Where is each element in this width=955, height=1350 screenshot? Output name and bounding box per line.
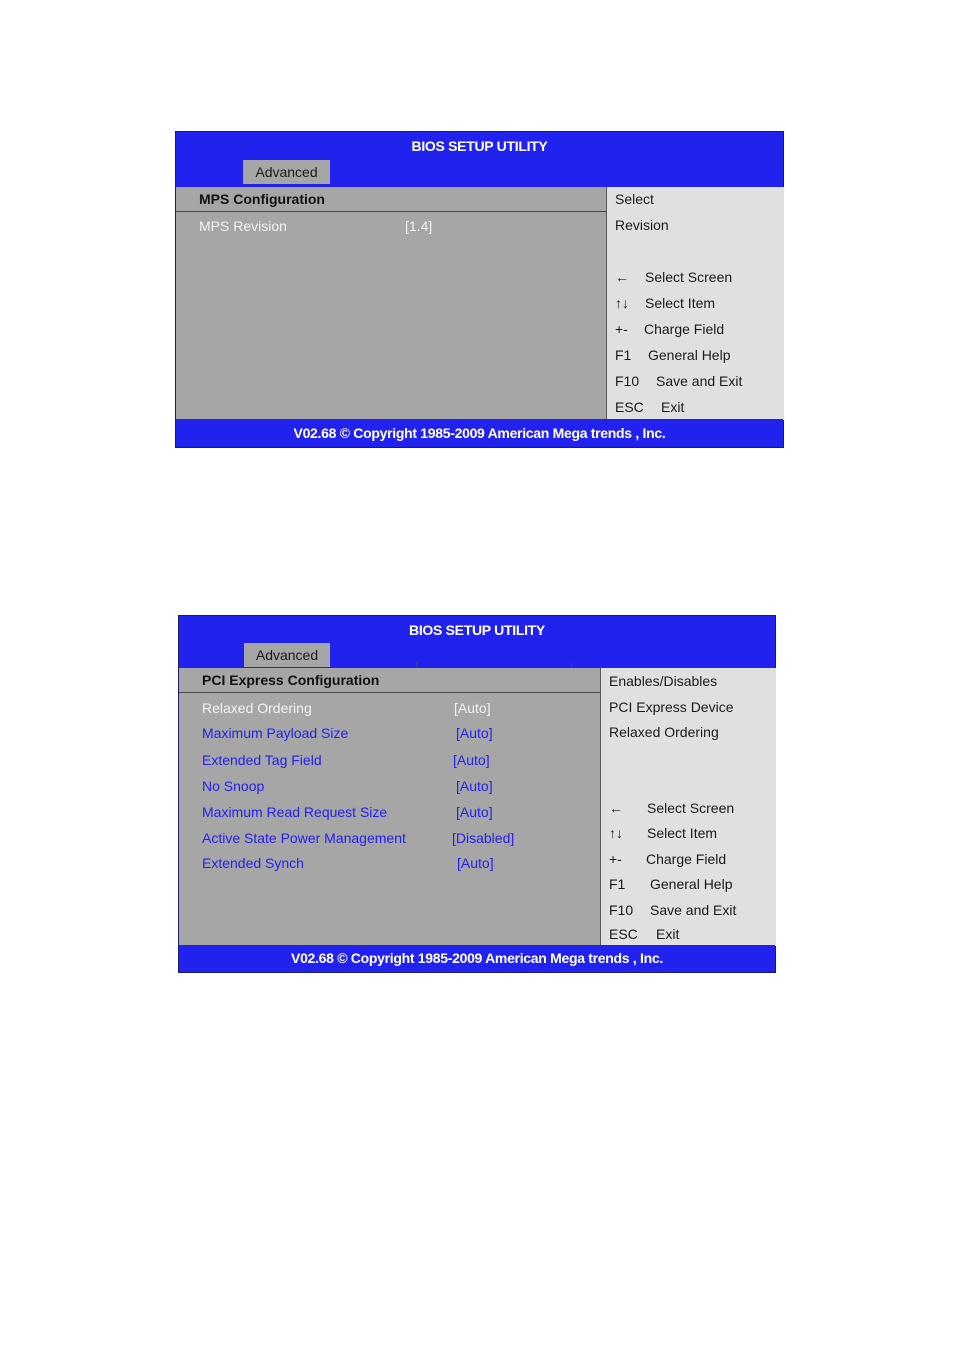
key-select-item-desc: Select Item — [645, 295, 716, 311]
key-select-item-desc: Select Item — [647, 825, 718, 841]
key-select-screen: ← — [609, 800, 623, 816]
setting-value-extended-synch[interactable]: [Auto] — [457, 855, 494, 871]
bios-title: BIOS SETUP UTILITY — [411, 138, 548, 154]
setting-value-maximum-read-request-size[interactable]: [Auto] — [456, 804, 493, 820]
setting-label-maximum-read-request-size[interactable]: Maximum Read Request Size — [202, 804, 388, 820]
copyright-footer: V02.68 © Copyright 1985-2009 American Mega trends , Inc. — [176, 419, 783, 447]
key-f10: F10 — [615, 373, 640, 389]
section-title: PCI Express Configuration — [179, 668, 600, 693]
setting-label-no-snoop[interactable]: No Snoop — [202, 778, 265, 794]
help-text-line: Relaxed Ordering — [609, 724, 719, 740]
key-esc-desc: Exit — [661, 399, 685, 415]
setting-label-active-state-power-management[interactable]: Active State Power Management — [202, 830, 406, 846]
key-change-field: +- — [615, 321, 628, 337]
key-esc: ESC — [609, 926, 638, 942]
key-f10-desc: Save and Exit — [656, 373, 743, 389]
setting-value-extended-tag-field[interactable]: [Auto] — [453, 752, 490, 768]
setting-value-maximum-payload-size[interactable]: [Auto] — [456, 725, 493, 741]
setting-label-mps-revision[interactable]: MPS Revision — [199, 218, 287, 234]
key-select-screen-desc: Select Screen — [645, 269, 733, 285]
key-select-item: ↑↓ — [615, 295, 629, 311]
help-text-line: Select — [615, 191, 654, 207]
key-f1-desc: General Help — [650, 876, 733, 892]
key-change-field-desc: Charge Field — [644, 321, 725, 337]
help-text-line: PCI Express Device — [609, 699, 734, 715]
setting-value-mps-revision[interactable]: [1.4] — [405, 218, 433, 234]
bios-title: BIOS SETUP UTILITY — [409, 622, 545, 638]
key-f10-desc: Save and Exit — [650, 902, 737, 918]
key-f1: F1 — [615, 347, 632, 363]
setting-label-relaxed-ordering[interactable]: Relaxed Ordering — [202, 700, 312, 716]
title-bar — [179, 616, 775, 668]
setting-label-extended-synch[interactable]: Extended Synch — [202, 855, 304, 871]
copyright-footer: V02.68 © Copyright 1985-2009 American Mega trends , Inc. — [179, 945, 775, 972]
help-text-line: Revision — [615, 217, 669, 233]
key-esc-desc: Exit — [656, 926, 680, 942]
setting-label-extended-tag-field[interactable]: Extended Tag Field — [202, 752, 322, 768]
bios-screen-pci-express — [178, 615, 776, 973]
tab-advanced[interactable]: Advanced — [244, 643, 330, 667]
key-select-screen-desc: Select Screen — [647, 800, 735, 816]
bios-screen-mps — [175, 131, 784, 448]
key-esc: ESC — [615, 399, 644, 415]
setting-value-active-state-power-management[interactable]: [Disabled] — [452, 830, 515, 846]
key-select-item: ↑↓ — [609, 825, 623, 841]
setting-value-no-snoop[interactable]: [Auto] — [456, 778, 493, 794]
key-change-field-desc: Charge Field — [646, 851, 727, 867]
key-f10: F10 — [609, 902, 634, 918]
title-bar — [176, 132, 783, 187]
key-f1: F1 — [609, 876, 626, 892]
section-title: MPS Configuration — [176, 187, 606, 212]
tab-advanced[interactable]: Advanced — [243, 160, 330, 184]
key-change-field: +- — [609, 851, 622, 867]
key-f1-desc: General Help — [648, 347, 731, 363]
main-panel — [179, 668, 600, 946]
help-panel — [606, 187, 784, 420]
setting-value-relaxed-ordering[interactable]: [Auto] — [454, 700, 491, 716]
help-text-line: Enables/Disables — [609, 673, 718, 689]
setting-label-maximum-payload-size[interactable]: Maximum Payload Size — [202, 725, 349, 741]
main-panel — [176, 187, 606, 420]
help-panel — [600, 668, 776, 946]
key-select-screen: ← — [615, 269, 629, 285]
